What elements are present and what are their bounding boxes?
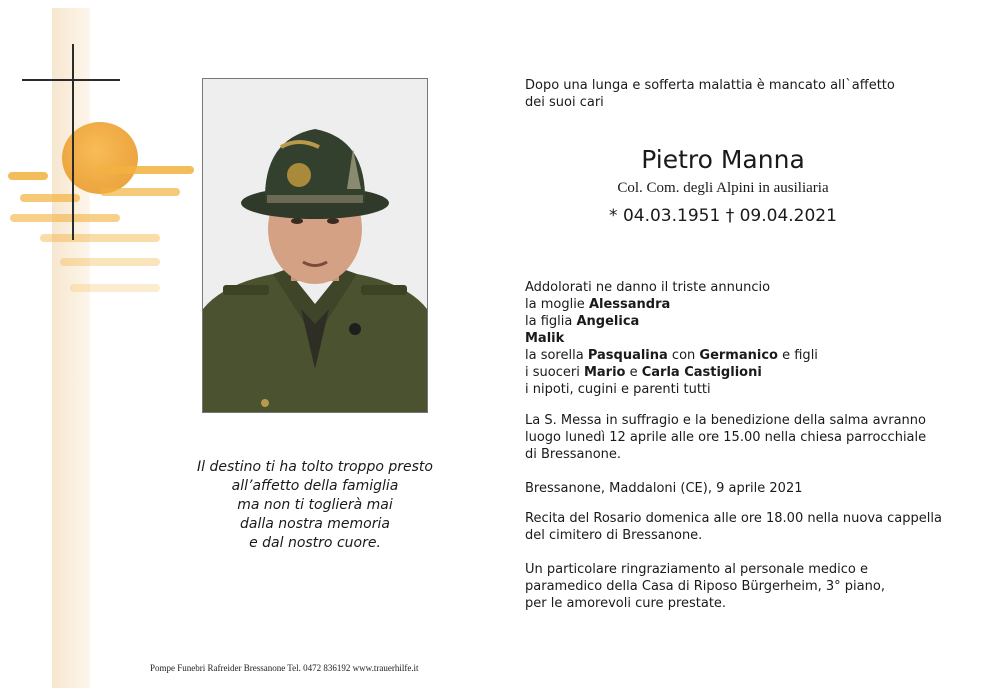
relative-name: Malik [525, 331, 565, 346]
deceased-name: Pietro Manna [641, 145, 805, 174]
relative-name: Mario [583, 365, 626, 380]
deceased-rank: Col. Com. degli Alpini in ausiliaria [617, 180, 829, 196]
thanks-line: per le amorevoli cure prestate. [525, 596, 727, 611]
relative-name: Alessandra [588, 297, 671, 312]
relative-name: Germanico [699, 348, 778, 363]
sun-reflection-stroke [8, 172, 48, 180]
quote-line: dalla nostra memoria [240, 516, 390, 532]
relative-name: Pasqualina [587, 348, 668, 363]
place-date-line: Bressanone, Maddaloni (CE), 9 aprile 2021 [525, 481, 803, 496]
relatives-line: la figlia Angelica [525, 314, 640, 329]
memorial-quote [150, 458, 480, 553]
thanks-note [525, 561, 885, 612]
relative-name: Carla Castiglioni [641, 365, 762, 380]
relative-name: Angelica [576, 314, 640, 329]
cross-icon-bar [22, 79, 120, 81]
mass-line: luogo lunedì 12 aprile alle ore 15.00 nella chiesa parrocchiale [525, 430, 927, 445]
thanks-line: paramedico della Casa di Riposo Bürgerheim, 3° piano, [525, 579, 885, 594]
quote-line: e dal nostro cuore. [249, 535, 381, 551]
relatives-line: la moglie Alessandra [525, 297, 671, 312]
rosary-line: Recita del Rosario domenica alle ore 18.00 nella nuova cappella [525, 511, 942, 526]
mass-announcement [525, 412, 926, 463]
quote-line: Il destino ti ha tolto troppo presto [197, 459, 433, 475]
sun-reflection-stroke [70, 284, 160, 292]
quote-line: ma non ti toglierà mai [237, 497, 393, 513]
portrait-photo [202, 78, 428, 413]
sun-reflection-stroke [96, 166, 194, 174]
sun-reflection-stroke [10, 214, 120, 222]
decorative-strip [52, 8, 90, 688]
funeral-home-footer: Pompe Funebri Rafreider Bressanone Tel. 0472 836192 www.trauerhilfe.it [150, 663, 419, 673]
intro-line: dei suoi cari [525, 95, 604, 110]
relatives-line: la sorella Pasqualina con Germanico e figli [525, 348, 818, 363]
mass-line: La S. Messa in suffragio e la benedizione della salma avranno [525, 413, 926, 428]
relatives-line: i suoceri Mario e Carla Castiglioni [525, 365, 762, 380]
cross-icon [72, 44, 74, 240]
place-date [525, 480, 803, 497]
sun-reflection-stroke [60, 258, 160, 266]
sun-reflection-stroke [20, 194, 80, 202]
sun-reflection-stroke [40, 234, 160, 242]
relatives-line [525, 330, 818, 347]
quote-line: all’affetto della famiglia [231, 478, 399, 494]
mass-line: di Bressanone. [525, 447, 622, 462]
relatives-line: Addolorati ne danno il triste annuncio [525, 280, 771, 295]
rosary-line: del cimitero di Bressanone. [525, 528, 703, 543]
relatives-list [525, 279, 818, 398]
rosary-announcement [525, 510, 942, 544]
sun-reflection-stroke [100, 188, 180, 196]
intro-line: Dopo una lunga e sofferta malattia è mancato all`affetto [525, 78, 895, 93]
intro-text [525, 77, 945, 111]
relatives-line: i nipoti, cugini e parenti tutti [525, 382, 711, 397]
life-dates: * 04.03.1951 † 09.04.2021 [609, 206, 837, 226]
thanks-line: Un particolare ringraziamento al personale medico e [525, 562, 869, 577]
